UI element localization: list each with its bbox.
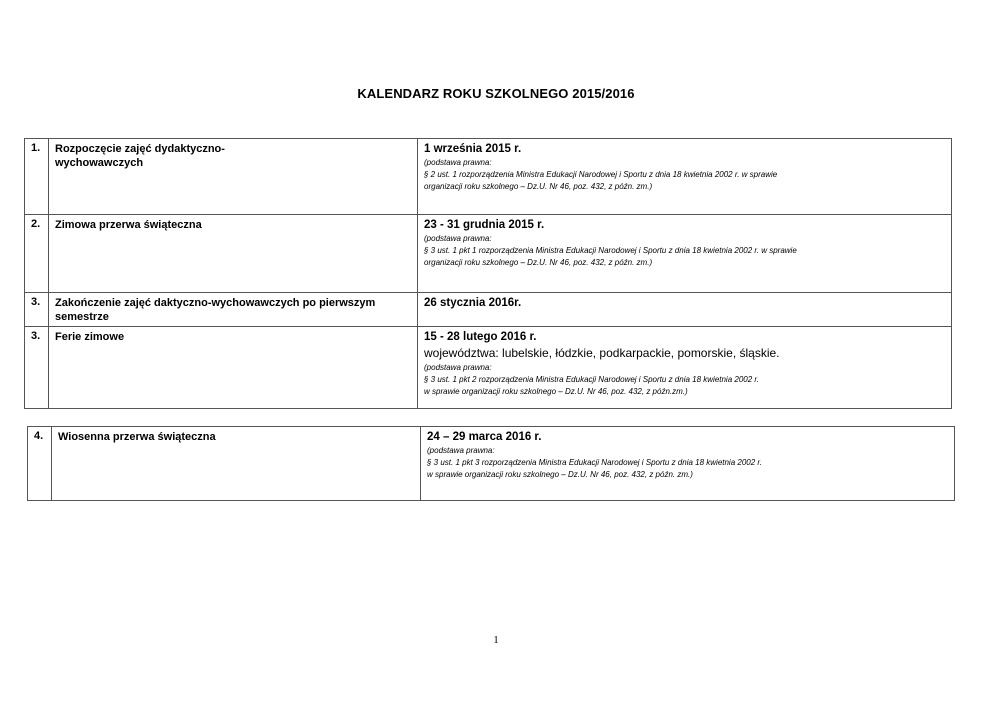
legal-basis: (podstawa prawna: § 3 ust. 1 pkt 1 rozporządzenia Ministra Edukacji Narodowej i Sportu z dnia 18 kwietnia 2002 r. w sprawie organizacji roku szkolnego – Dz.U. Nr 46, poz. 432, z późn. zm.) bbox=[424, 234, 797, 267]
table-row bbox=[28, 427, 955, 501]
legal-basis: (podstawa prawna: § 3 ust. 1 pkt 3 rozporządzenia Ministra Edukacji Narodowej i Sportu z dnia 18 kwietnia 2002 r. w sprawie organizacji roku szkolnego – Dz.U. Nr 46, poz. 432, z późn. zm.) bbox=[427, 446, 762, 479]
legal-basis: (podstawa prawna: § 2 ust. 1 rozporządzenia Ministra Edukacji Narodowej i Sportu z dnia 18 kwietnia 2002 r. w sprawie organizacji roku szkolnego – Dz.U. Nr 46, poz. 432, z późn. zm.) bbox=[424, 158, 778, 191]
event-details bbox=[418, 139, 952, 215]
event-date: 24 – 29 marca 2016 r. bbox=[427, 431, 542, 443]
legal-basis: (podstawa prawna: § 3 ust. 1 pkt 2 rozporządzenia Ministra Edukacji Narodowej i Sportu z dnia 18 kwietnia 2002 r. w sprawie organizacji roku szkolnego – Dz.U. Nr 46, poz. 432, z późn.zm.) bbox=[424, 363, 759, 396]
event-name: Zakończenie zajęć daktyczno-wychowawczych po pierwszym semestrze bbox=[49, 293, 418, 327]
event-details bbox=[418, 215, 952, 293]
page-number: 1 bbox=[493, 634, 499, 646]
row-number: 1. bbox=[25, 139, 49, 215]
event-details bbox=[418, 293, 952, 327]
event-date: 26 stycznia 2016r. bbox=[424, 297, 522, 309]
row-number: 3. bbox=[25, 327, 49, 409]
event-name: Rozpoczęcie zajęć dydaktyczno- wychowawczych bbox=[49, 139, 418, 215]
calendar-table-spring bbox=[27, 426, 955, 501]
row-number: 4. bbox=[28, 427, 52, 501]
row-number: 3. bbox=[25, 293, 49, 327]
event-name: Zimowa przerwa świąteczna bbox=[49, 215, 418, 293]
event-details bbox=[418, 327, 952, 409]
calendar-table bbox=[24, 138, 952, 409]
event-details bbox=[421, 427, 955, 501]
event-date: 15 - 28 lutego 2016 r. bbox=[424, 331, 537, 343]
table-row bbox=[25, 293, 952, 327]
event-name: Ferie zimowe bbox=[49, 327, 418, 409]
table-row bbox=[25, 215, 952, 293]
table-row bbox=[25, 327, 952, 409]
event-regions: województwa: lubelskie, łódzkie, podkarpackie, pomorskie, śląskie. bbox=[424, 346, 780, 360]
row-number: 2. bbox=[25, 215, 49, 293]
event-date: 1 września 2015 r. bbox=[424, 143, 522, 155]
event-name: Wiosenna przerwa świąteczna bbox=[52, 427, 421, 501]
table-row bbox=[25, 139, 952, 215]
document-title: KALENDARZ ROKU SZKOLNEGO 2015/2016 bbox=[357, 86, 635, 101]
event-date: 23 - 31 grudnia 2015 r. bbox=[424, 219, 545, 231]
